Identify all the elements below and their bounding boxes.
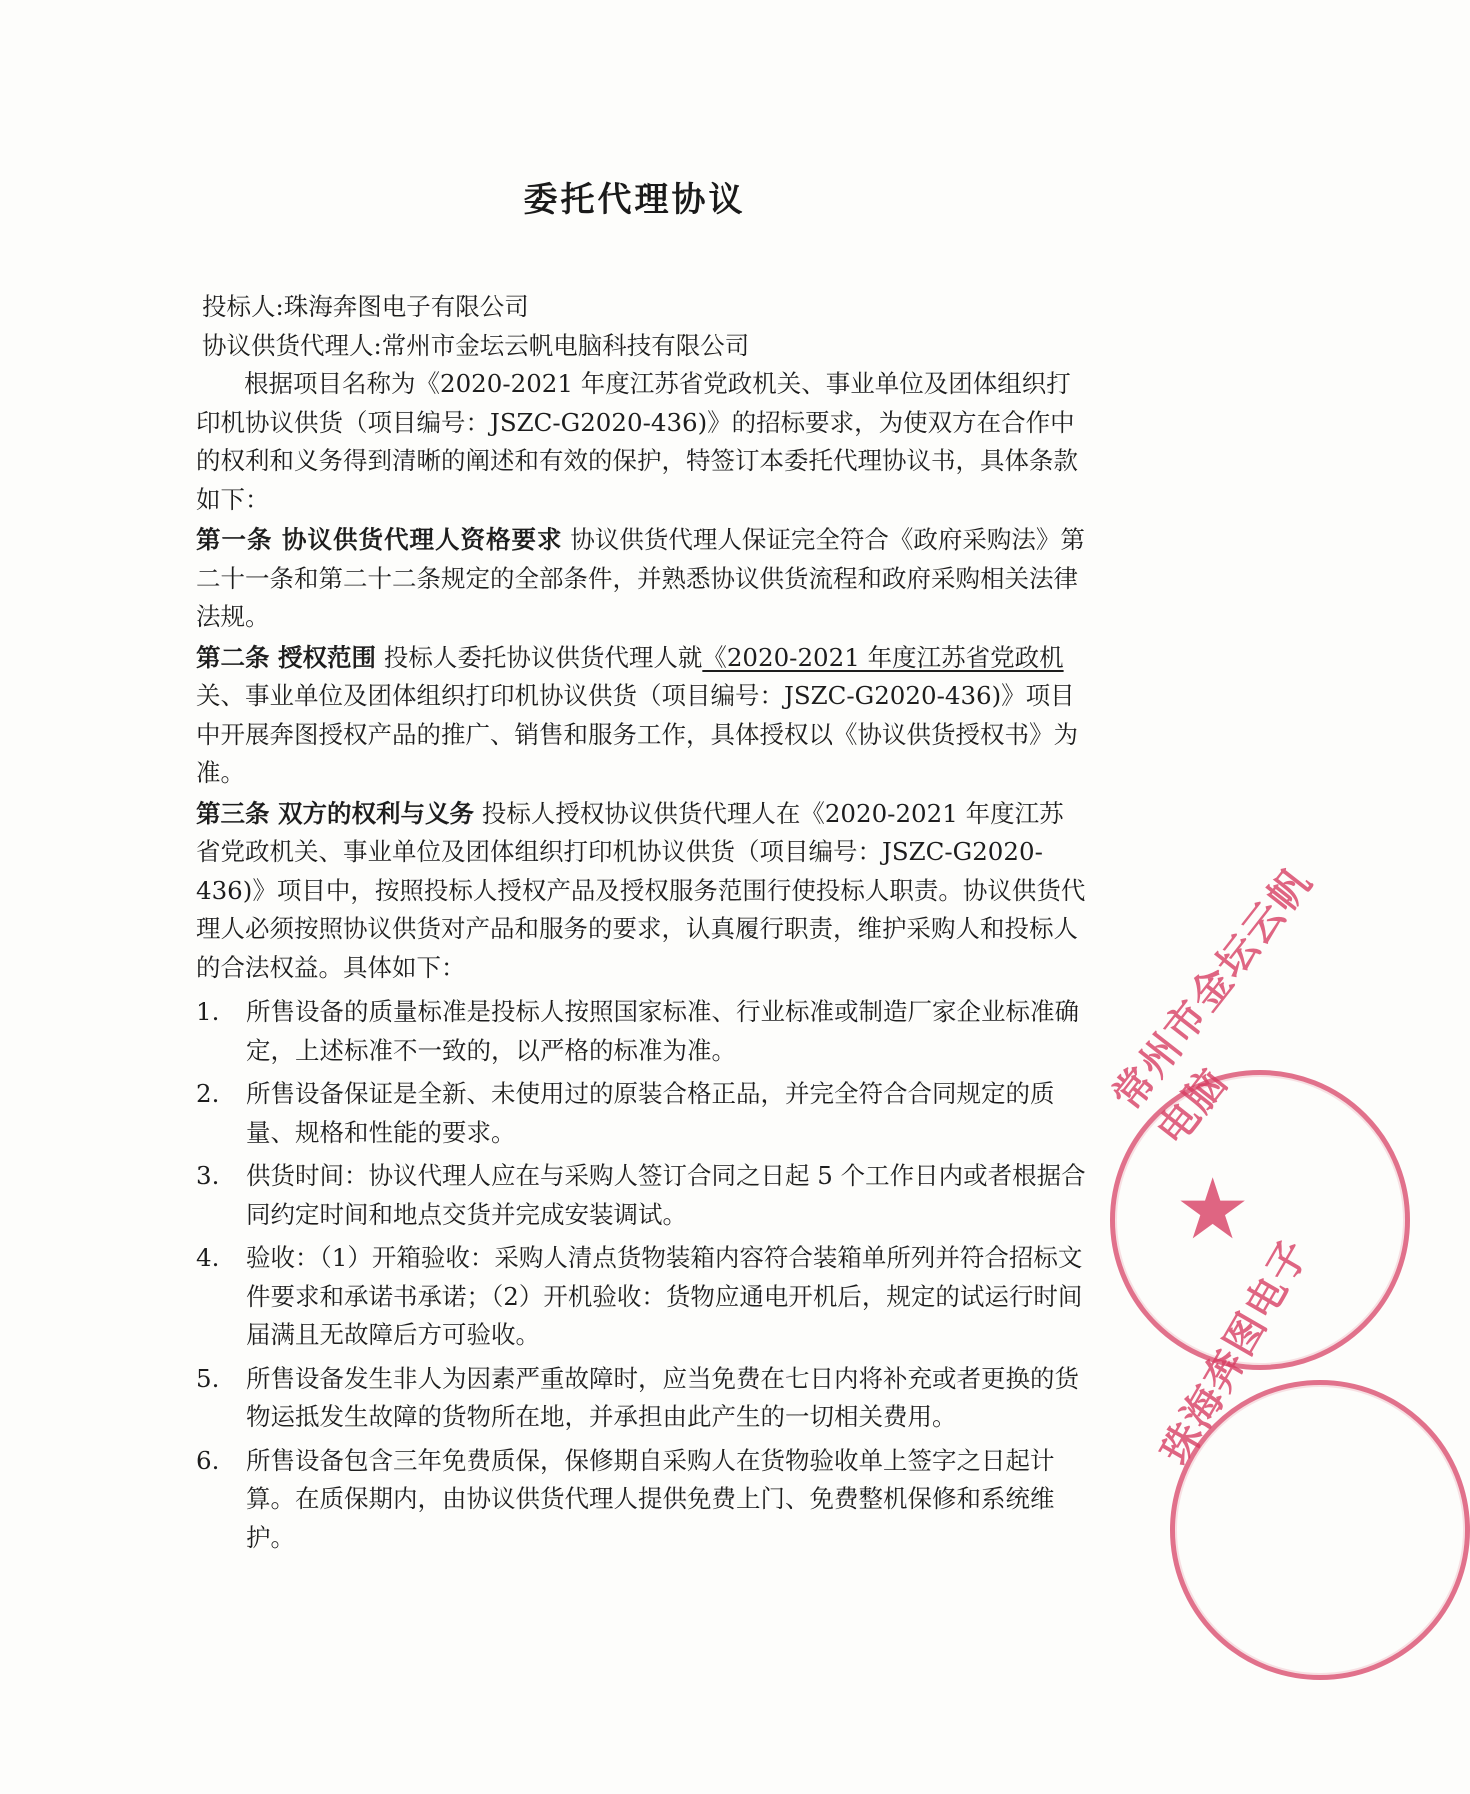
list-item-number: 1.	[196, 997, 220, 1026]
article-3-text: 投标人授权协议供货代理人在《2020-2021 年度江苏省党政机关、事业单位及团体组织打印机协议供货（项目编号：JSZC-G2020-436)》项目中，按照投标人授权产品及授权服务范围行使投标人职责。协议供货代理人必须按照协议供货对产品和服务的要求，认真履行职责，维护采购人和投标人的合法权益。具体如下：	[196, 798, 1086, 982]
list-item-text: 所售设备发生非人为因素严重故障时，应当免费在七日内将补充或者更换的货物运抵发生故障的货物所在地，并承担由此产生的一切相关费用。	[246, 1363, 1079, 1431]
article-2-heading: 第二条 授权范围	[196, 642, 377, 672]
document-body	[196, 288, 1086, 1562]
list-item-number: 4.	[196, 1243, 220, 1272]
list-item	[196, 1442, 1086, 1558]
obligations-list	[196, 993, 1086, 1557]
list-item-number: 3.	[196, 1161, 220, 1190]
seal-agent-text: 常州市金坛云帆电脑	[1103, 858, 1322, 1154]
list-item	[196, 1239, 1086, 1355]
list-item-text: 所售设备包含三年免费质保，保修期自采购人在货物验收单上签字之日起计算。在质保期内，由协议供货代理人提供免费上门、免费整机保修和系统维护。	[246, 1445, 1055, 1552]
star-icon: ★	[1175, 1160, 1251, 1258]
list-item-text: 验收：（1）开箱验收：采购人清点货物装箱内容符合装箱单所列并符合招标文件要求和承诺书承诺；（2）开机验收：货物应通电开机后，规定的试运行时间届满且无故障后方可验收。	[246, 1243, 1083, 1349]
article-1-text: 协议供货代理人保证完全符合《政府采购法》第二十一条和第二十二条规定的全部条件，并熟悉协议供货流程和政府采购相关法律法规。	[196, 525, 1085, 631]
list-item-text: 供货时间：协议代理人应在与采购人签订合同之日起 5 个工作日内或者根据合同约定时间和地点交货并完成安装调试。	[246, 1161, 1086, 1229]
intro-paragraph: 根据项目名称为《2020-2021 年度江苏省党政机关、事业单位及团体组织打印机协议供货（项目编号：JSZC-G2020-436)》的招标要求，为使双方在合作中的权利和义务得到清晰的阐述和有效的保护，特签订本委托代理协议书，具体条款如下：	[196, 369, 1078, 514]
list-item-text: 所售设备的质量标准是投标人按照国家标准、行业标准或制造厂家企业标准确定，上述标准不一致的，以严格的标准为准。	[246, 997, 1079, 1065]
list-item	[196, 1360, 1086, 1437]
list-item	[196, 1075, 1086, 1152]
list-item-number: 6.	[196, 1445, 220, 1475]
list-item	[196, 1157, 1086, 1234]
list-item-number: 2.	[196, 1079, 220, 1108]
article-3	[196, 795, 1086, 988]
list-item-text: 所售设备保证是全新、未使用过的原装合格正品，并完全符合合同规定的质量、规格和性能的要求。	[246, 1079, 1055, 1147]
bidder-line: 投标人:珠海奔图电子有限公司	[202, 292, 529, 321]
article-2	[196, 639, 1086, 793]
article-1-heading: 第一条 协议供货代理人资格要求	[196, 525, 563, 554]
article-1	[196, 521, 1086, 637]
list-item	[196, 993, 1086, 1070]
agent-line: 协议供货代理人:常州市金坛云帆电脑科技有限公司	[202, 330, 750, 360]
company-seal-bidder	[1151, 1230, 1470, 1680]
article-2-text-before: 投标人委托协议供货代理人就	[376, 642, 703, 672]
article-2-underlined-project: 《2020-2021 年度江苏省党政机	[702, 642, 1064, 672]
document-title: 委托代理协议	[523, 180, 746, 220]
seal-bidder-text: 珠海奔图电子	[1151, 1230, 1319, 1473]
article-2-text-after: 关、事业单位及团体组织打印机协议供货（项目编号：JSZC-G2020-436)》项目中开展奔图授权产品的推广、销售和服务工作，具体授权以《协议供货授权书》为准。	[196, 681, 1078, 787]
list-item-number: 5.	[196, 1363, 220, 1393]
article-3-heading: 第三条 双方的权利与义务	[196, 798, 475, 828]
